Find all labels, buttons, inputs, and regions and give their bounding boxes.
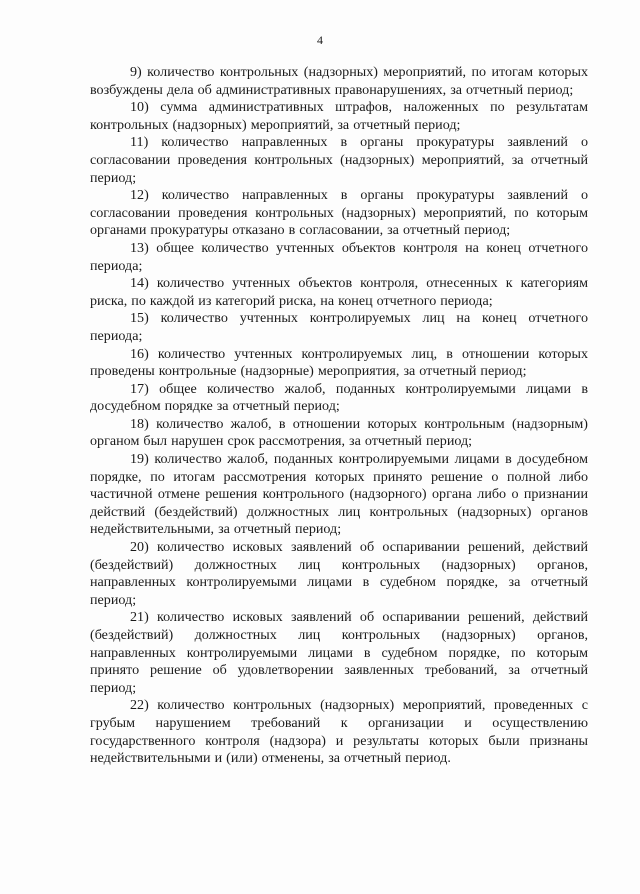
list-item-9: 9) количество контрольных (надзорных) мероприятий, по итогам которых возбуждены дела об административных правонарушениях, за отчетный период; [90, 64, 588, 98]
list-item-10: 10) сумма административных штрафов, наложенных по результатам контрольных (надзорных) мероприятий, за отчетный период; [90, 99, 588, 133]
list-item-22: 22) количество контрольных (надзорных) мероприятий, проведенных с грубым нарушением требований к организации и осуществлению государственного контроля (надзора) и результаты которых были признаны недействительными и (или) отменены, за отчетный период. [90, 697, 588, 767]
list-item-13: 13) общее количество учтенных объектов контроля на конец отчетного периода; [90, 239, 588, 274]
page-number: 4 [317, 33, 323, 47]
document-body [90, 64, 588, 768]
list-item-15: 15) количество учтенных контролируемых лиц на конец отчетного периода; [90, 310, 588, 344]
list-item-20: 20) количество исковых заявлений об оспаривании решений, действий (бездействий) должностных лиц контрольных (надзорных) органов, направленных контролируемыми лицами в судебном порядке, за отчетный период; [90, 539, 588, 608]
list-item-18: 18) количество жалоб, в отношении которых контрольным (надзорным) органом был нарушен срок рассмотрения, за отчетный период; [90, 415, 588, 450]
list-item-12: 12) количество направленных в органы прокуратуры заявлений о согласовании проведения контрольных (надзорных) мероприятий, по которым органами прокуратуры отказано в согласовании, за отчетный период; [90, 187, 588, 239]
list-item-17: 17) общее количество жалоб, поданных контролируемыми лицами в досудебном порядке за отчетный период; [90, 380, 588, 415]
list-item-11: 11) количество направленных в органы прокуратуры заявлений о согласовании проведения контрольных (надзорных) мероприятий, за отчетный период; [90, 134, 588, 186]
list-item-21: 21) количество исковых заявлений об оспаривании решений, действий (бездействий) должностных лиц контрольных (надзорных) органов, направленных контролируемыми лицами в судебном порядке, по которым принято решение об удовлетворении заявленных требований, за отчетный период; [90, 609, 588, 696]
list-item-14: 14) количество учтенных объектов контроля, отнесенных к категориям риска, по каждой из категорий риска, на конец отчетного периода; [90, 275, 588, 309]
list-item-19: 19) количество жалоб, поданных контролируемыми лицами в досудебном порядке, по итогам рассмотрения которых принято решение о полной либо частичной отмене решения контрольного (надзорного) органа либо о признании действий (бездействий) должностных лиц контрольных (надзорных) органов недействительными, за отчетный период; [90, 451, 588, 538]
list-item-16: 16) количество учтенных контролируемых лиц, в отношении которых проведены контрольные (надзорные) мероприятия, за отчетный период; [90, 345, 588, 380]
